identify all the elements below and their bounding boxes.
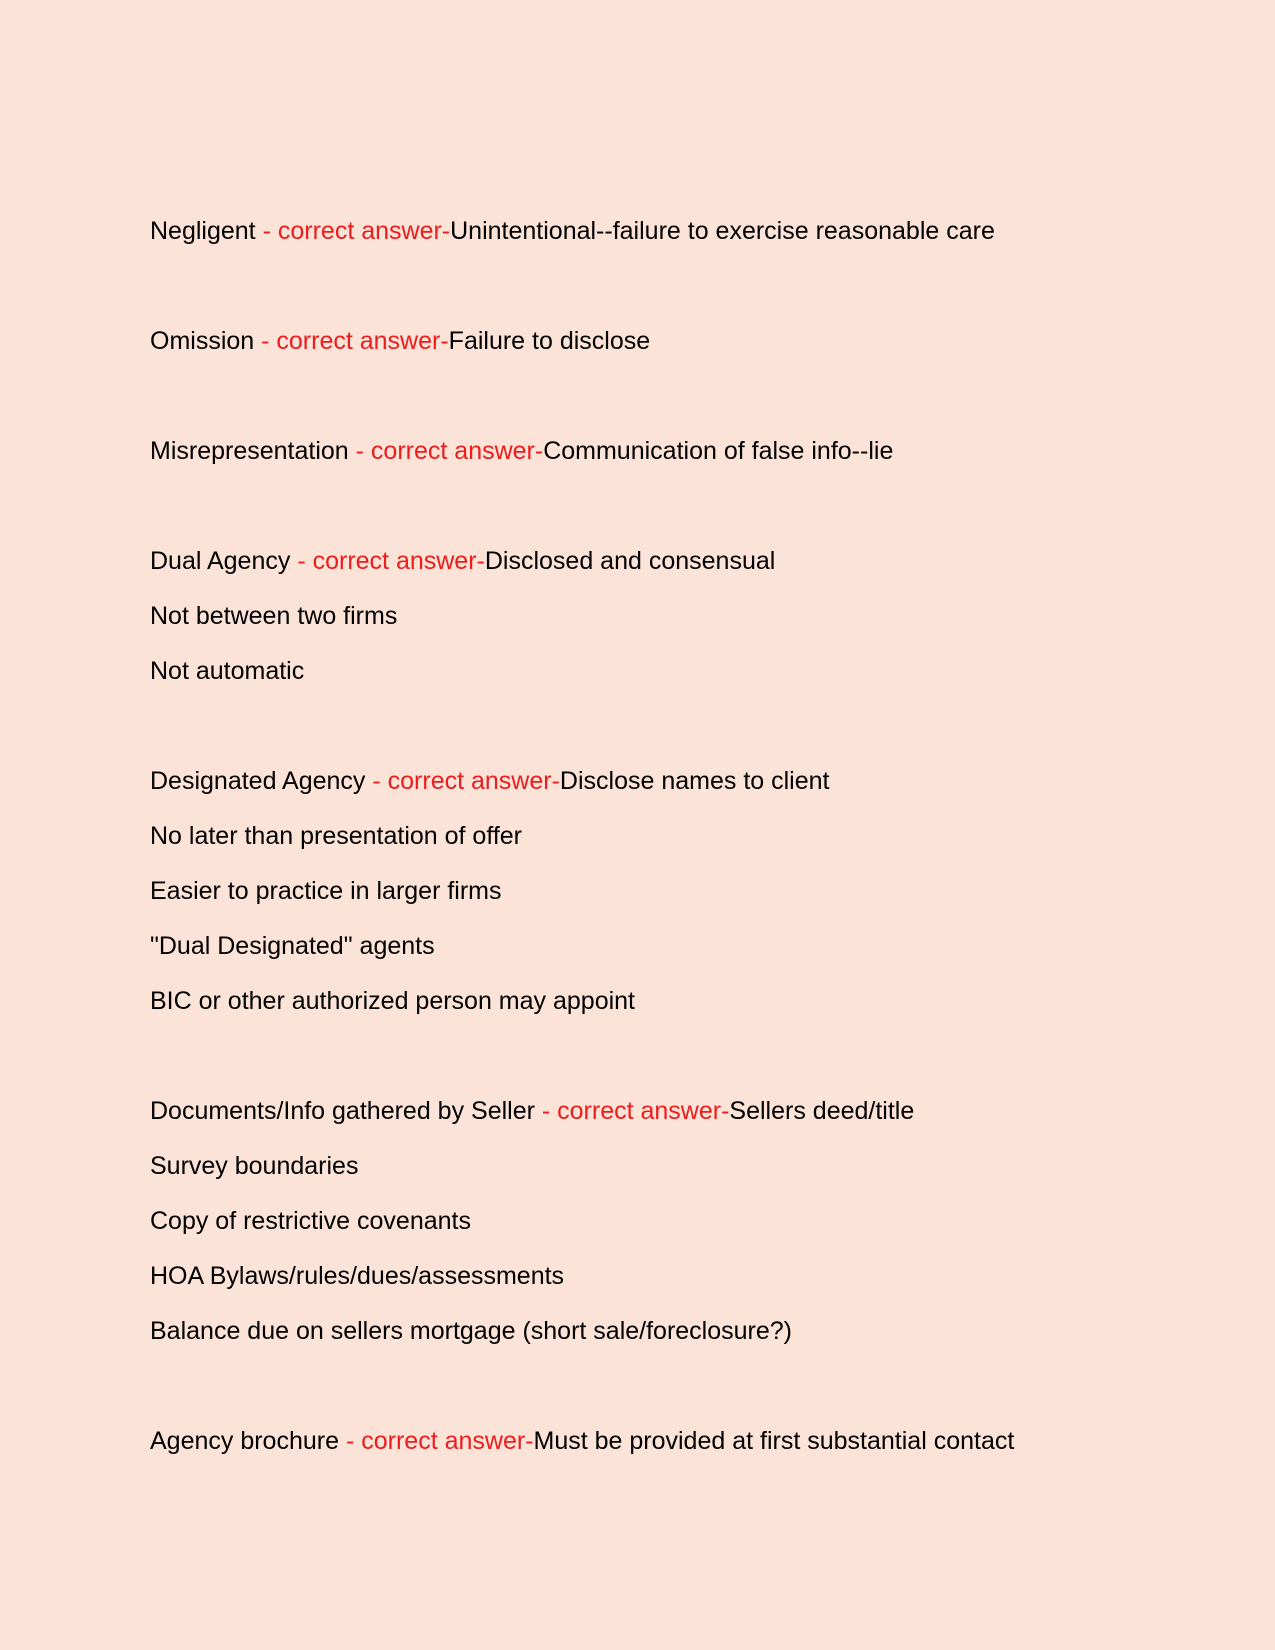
answer-text: Unintentional--failure to exercise reasonable care bbox=[450, 217, 995, 245]
correct-answer-separator: - correct answer- bbox=[365, 767, 560, 795]
correct-answer-separator: - correct answer- bbox=[255, 217, 451, 245]
answer-continuation-line: Survey boundaries bbox=[150, 1152, 359, 1180]
answer-text: Failure to disclose bbox=[448, 327, 651, 355]
term-text: Omission bbox=[150, 327, 255, 355]
flashcard-entry bbox=[150, 754, 1190, 1029]
term-text: Documents/Info gathered by Seller bbox=[150, 1097, 535, 1125]
correct-answer-separator: - correct answer- bbox=[348, 437, 544, 465]
answer-text: Sellers deed/title bbox=[729, 1097, 915, 1125]
term-text: Misrepresentation bbox=[150, 437, 349, 465]
entry-main-line bbox=[150, 424, 1190, 479]
answer-continuation-line: Not automatic bbox=[150, 657, 305, 685]
flashcard-entry bbox=[150, 424, 1190, 479]
entry-main-line bbox=[150, 1414, 1190, 1469]
entry-main-line bbox=[150, 314, 1190, 369]
entry-main-line bbox=[150, 204, 1190, 259]
term-text: Agency brochure bbox=[150, 1427, 340, 1455]
flashcard-entry bbox=[150, 204, 1190, 259]
entry-main-line bbox=[150, 534, 1190, 589]
answer-continuation-line: "Dual Designated" agents bbox=[150, 932, 435, 960]
document-page bbox=[150, 204, 1190, 1524]
flashcard-entry bbox=[150, 1414, 1190, 1469]
correct-answer-separator: - correct answer- bbox=[254, 327, 449, 355]
term-text: Negligent bbox=[150, 217, 256, 245]
answer-text: Disclosed and consensual bbox=[484, 547, 776, 575]
correct-answer-separator: - correct answer- bbox=[290, 547, 485, 575]
entry-main-line bbox=[150, 1084, 1190, 1139]
answer-continuation-line: HOA Bylaws/rules/dues/assessments bbox=[150, 1262, 565, 1290]
answer-continuation-line: Easier to practice in larger firms bbox=[150, 877, 502, 905]
correct-answer-separator: - correct answer- bbox=[339, 1427, 534, 1455]
flashcard-entry bbox=[150, 534, 1190, 699]
answer-text: Must be provided at first substantial contact bbox=[533, 1427, 1015, 1455]
term-text: Designated Agency bbox=[150, 767, 366, 795]
answer-text: Communication of false info--lie bbox=[543, 437, 894, 465]
answer-continuation-line: No later than presentation of offer bbox=[150, 822, 522, 850]
answer-continuation-line: Not between two firms bbox=[150, 602, 398, 630]
answer-continuation-line: BIC or other authorized person may appoint bbox=[150, 987, 635, 1015]
answer-continuation-line: Balance due on sellers mortgage (short sale/foreclosure?) bbox=[150, 1317, 793, 1345]
entry-main-line bbox=[150, 754, 1190, 809]
flashcard-entry bbox=[150, 1084, 1190, 1359]
term-text: Dual Agency bbox=[150, 547, 291, 575]
answer-continuation-line: Copy of restrictive covenants bbox=[150, 1207, 471, 1235]
flashcard-entry bbox=[150, 314, 1190, 369]
correct-answer-separator: - correct answer- bbox=[534, 1097, 730, 1125]
answer-text: Disclose names to client bbox=[559, 767, 830, 795]
